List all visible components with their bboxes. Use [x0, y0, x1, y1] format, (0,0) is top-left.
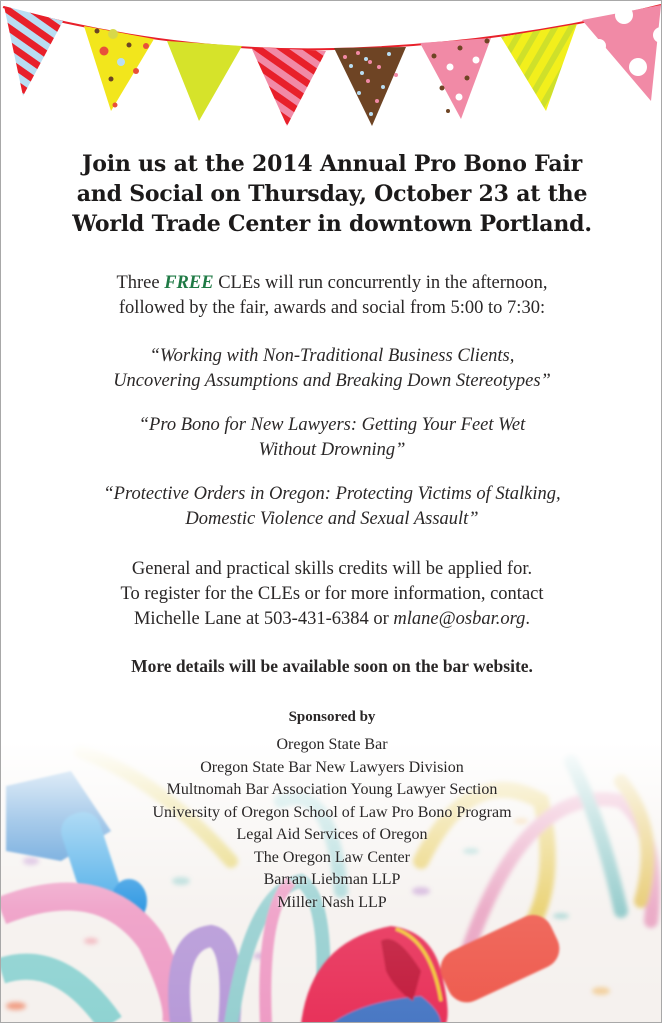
cle-title-line: Without Drowning” [258, 440, 406, 460]
intro-line-2: followed by the fair, awards and social from 5:00 to 7:30: [118, 298, 546, 318]
sponsor-item: Barran Liebman LLP [263, 871, 401, 888]
free-emphasis: FREE [164, 273, 214, 293]
contact-line [1, 607, 662, 632]
cle-title-line: Domestic Violence and Sexual Assault” [185, 509, 479, 529]
register-note: To register for the CLEs or for more information, contact [120, 584, 544, 604]
headline-line: and Social on Thursday, October 23 at the [76, 181, 588, 207]
cle-title-line: “Protective Orders in Oregon: Protecting Victims of Stalking, [103, 484, 561, 504]
bunting-banner-icon [1, 1, 662, 136]
sponsor-item: Multnomah Bar Association Young Lawyer Section [166, 781, 498, 798]
headline-line: Join us at the 2014 Annual Pro Bono Fair [82, 151, 582, 177]
cle-title-line: “Pro Bono for New Lawyers: Getting Your Feet Wet [138, 415, 526, 435]
cle-session-title [1, 413, 662, 463]
credits-note: General and practical skills credits will be applied for. [131, 559, 533, 579]
contact-period: . [525, 609, 531, 629]
intro-prefix: Three [116, 273, 165, 293]
sponsor-item: University of Oregon School of Law Pro Bono Program [152, 803, 512, 821]
intro-suffix: CLEs will run concurrently in the afternoon, [213, 273, 548, 293]
sponsor-item: Oregon State Bar [276, 736, 388, 753]
sponsors-heading: Sponsored by [288, 709, 376, 725]
event-headline [1, 149, 662, 239]
details-note: More details will be available soon on the bar website. [131, 656, 533, 676]
sponsor-item: Legal Aid Services of Oregon [236, 826, 428, 843]
cle-session-title [1, 482, 662, 532]
contact-name-phone: Michelle Lane at 503-431-6384 or [133, 609, 394, 629]
intro-line-1 [1, 271, 662, 296]
email-link[interactable]: mlane@osbar.org [393, 609, 526, 629]
cle-intro [1, 271, 662, 321]
cle-session-title [1, 344, 662, 394]
sponsor-list [1, 734, 662, 914]
sponsor-item: The Oregon Law Center [254, 848, 410, 866]
headline-line: World Trade Center in downtown Portland. [72, 211, 592, 237]
sponsor-item: Miller Nash LLP [277, 893, 387, 911]
cle-title-line: “Working with Non-Traditional Business Clients, [149, 346, 515, 366]
sponsor-item: Oregon State Bar New Lawyers Division [200, 758, 464, 776]
contact-info [1, 557, 662, 632]
cle-title-line: Uncovering Assumptions and Breaking Down Stereotypes” [113, 371, 551, 391]
